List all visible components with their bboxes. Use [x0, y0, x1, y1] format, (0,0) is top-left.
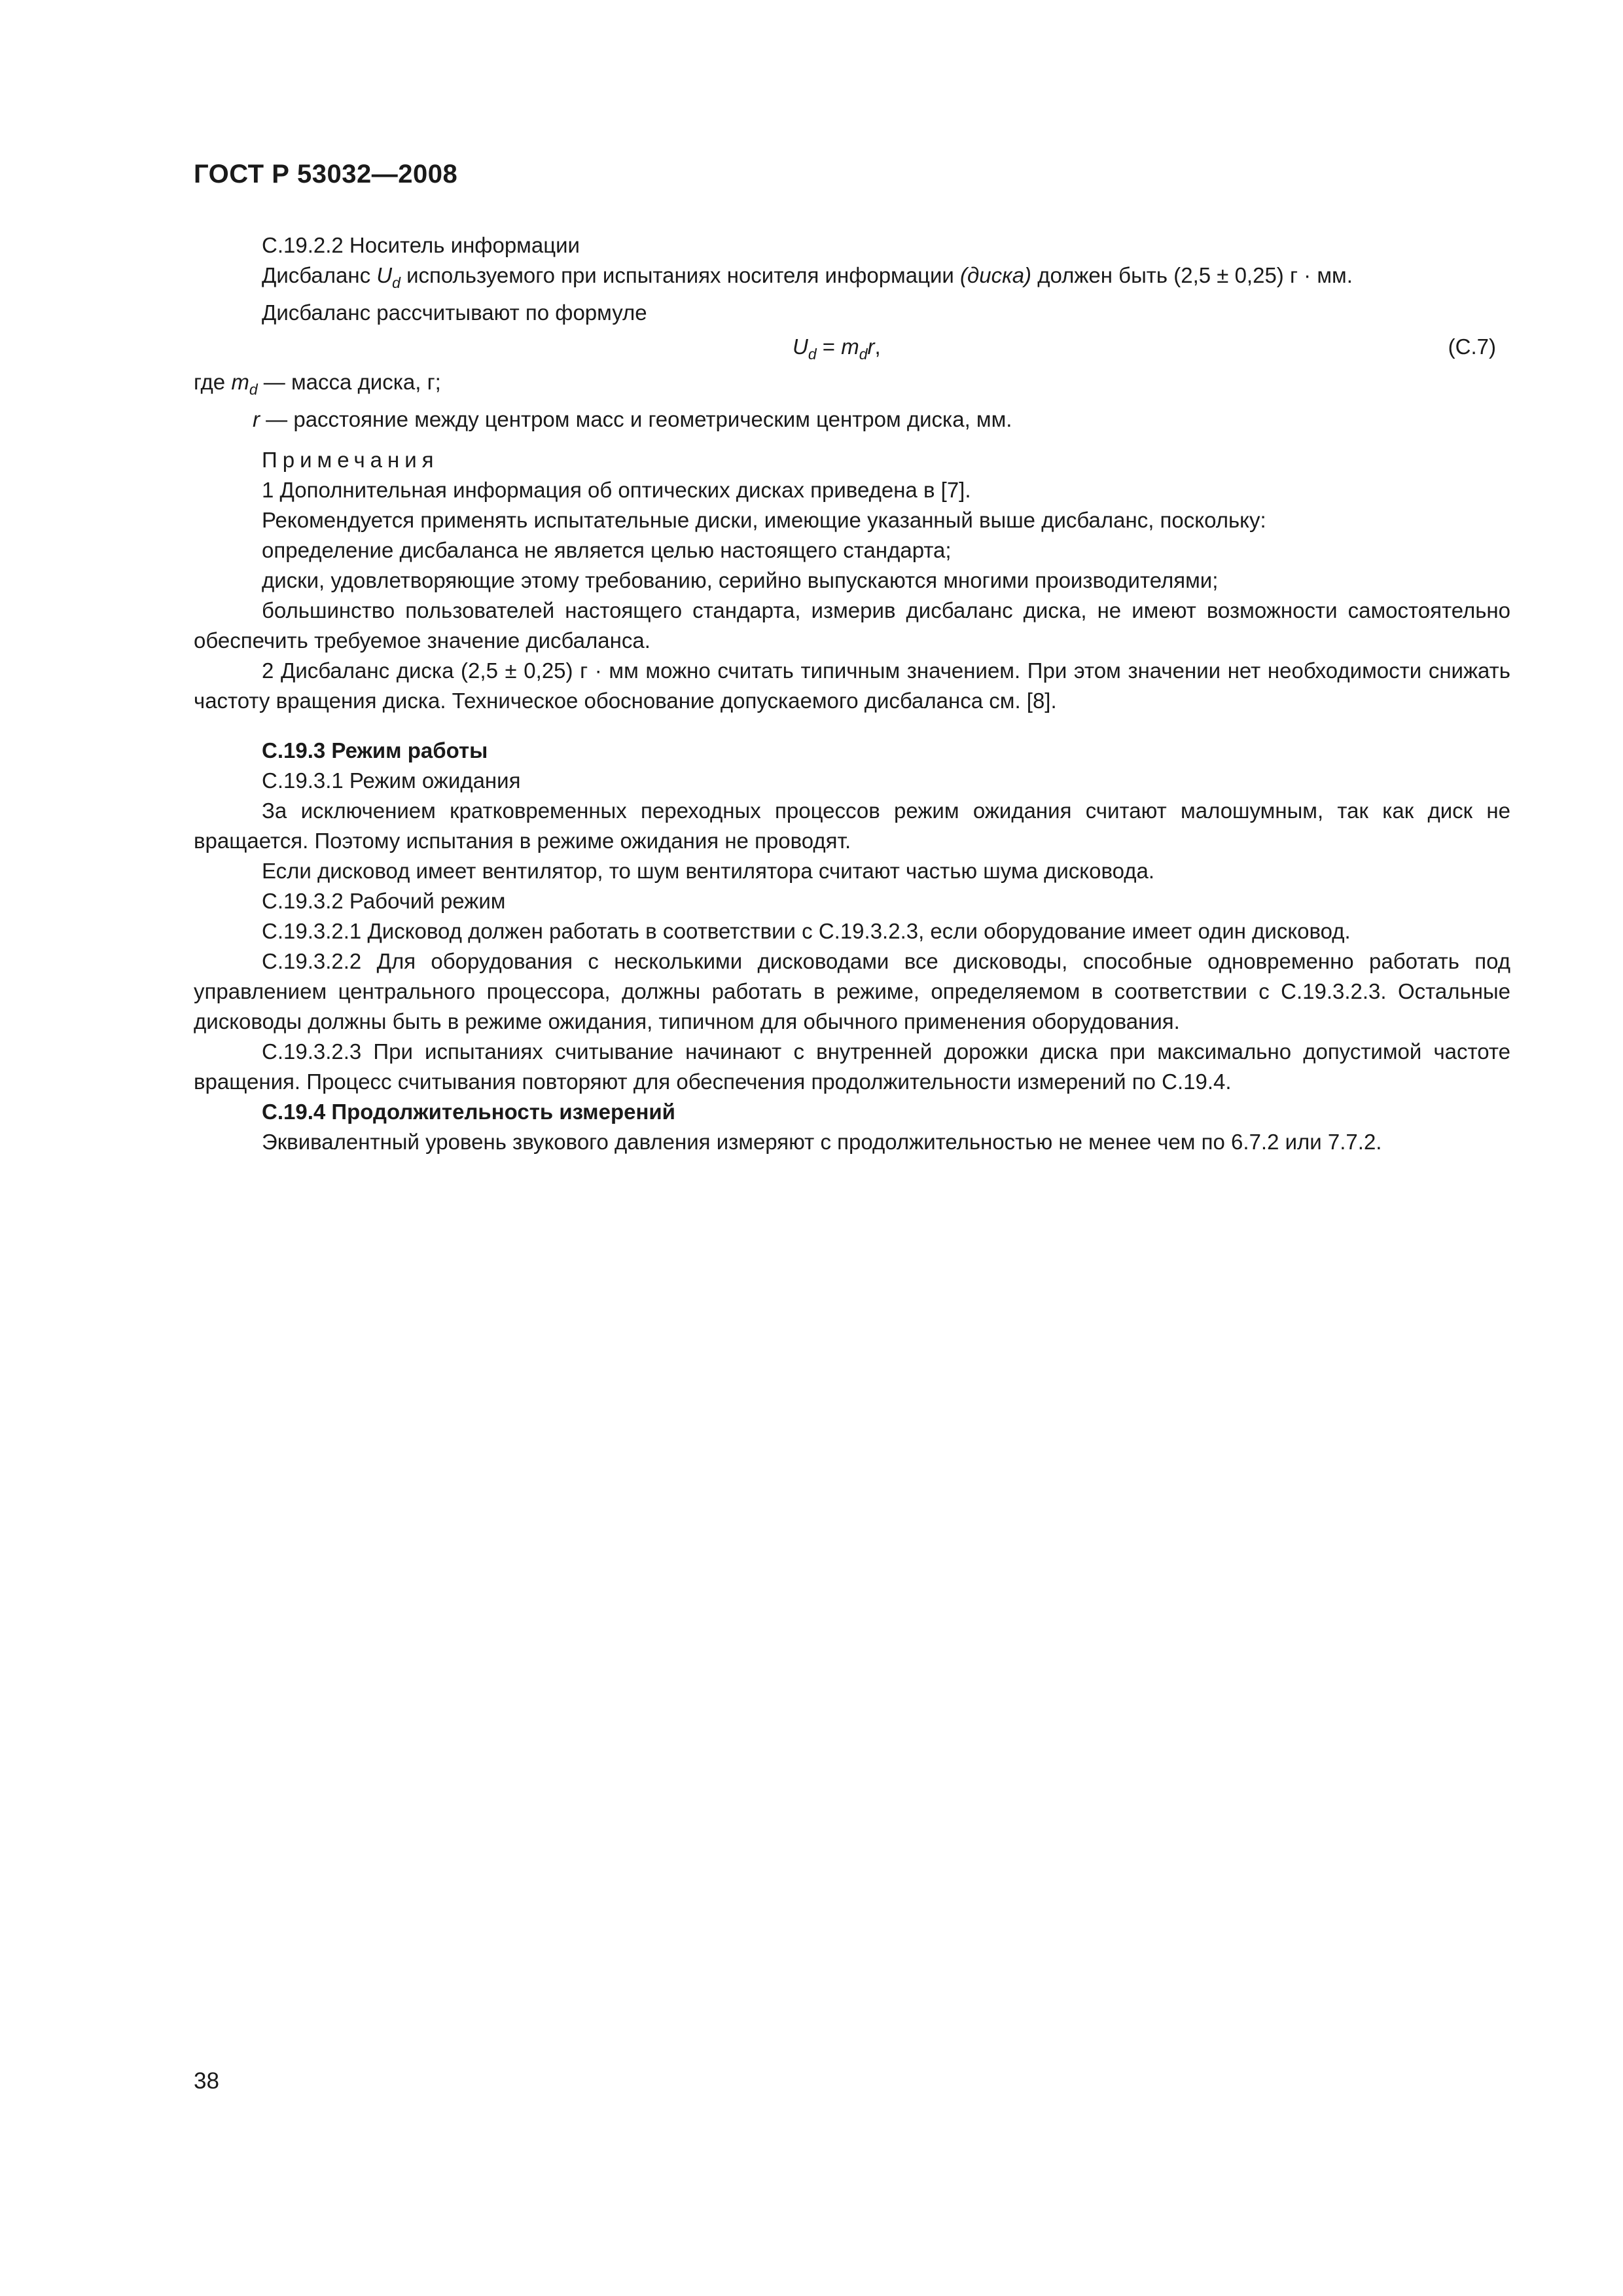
- formula-u-sub: d: [808, 346, 817, 363]
- text-run: должен быть (2,5 ± 0,25) г · мм.: [1031, 263, 1353, 287]
- paragraph-c19321: С.19.3.2.1 Дисковод должен работать в соответствии с С.19.3.2.3, если оборудование имеет один дисковод.: [262, 919, 1351, 943]
- subsection-c1932: С.19.3.2 Рабочий режим: [262, 889, 506, 913]
- formula-comma: ,: [874, 334, 881, 359]
- section-heading-c194: С.19.4 Продолжительность измерений: [262, 1100, 675, 1124]
- paragraph-standby-2: Если дисковод имеет вентилятор, то шум вентилятора считают частью шума дисковода.: [262, 859, 1155, 883]
- text-run: используемого при испытаниях носителя информации: [400, 263, 961, 287]
- variable-u: U: [376, 263, 393, 287]
- note-1: 1 Дополнительная информация об оптических дисках приведена в [7].: [262, 478, 971, 502]
- italic-disk: (диска): [960, 263, 1032, 287]
- note-1-a: Рекомендуется применять испытательные диски, имеющие указанный выше дисбаланс, поскольку:: [262, 508, 1266, 532]
- paragraph-standby-1: За исключением кратковременных переходных процессов режим ожидания считают малошумным, так как диск не вращается. Поэтому испытания в режиме ожидания не проводят.: [194, 798, 1510, 853]
- note-2: 2 Дисбаланс диска (2,5 ± 0,25) г · мм можно считать типичным значением. При этом значении нет необходимости снижать частоту вращения диска. Техническое обоснование допускаемого дисбаланса см. [8].: [194, 658, 1510, 713]
- imbalance-requirement: [194, 260, 1510, 298]
- where-m-text: — масса диска, г;: [257, 370, 441, 394]
- where-m: [194, 367, 1510, 404]
- section-heading-c193: С.19.3 Режим работы: [262, 738, 488, 762]
- formula-u: U: [793, 334, 808, 359]
- where-r-text: — расстояние между центром масс и геометрическим центром диска, мм.: [260, 407, 1012, 431]
- equation-number: (С.7): [1448, 334, 1496, 359]
- text-run: Дисбаланс: [262, 263, 377, 287]
- where-r-var: r: [253, 407, 260, 431]
- formula-r: r: [867, 334, 875, 359]
- note-1-c: диски, удовлетворяющие этому требованию, серийно выпускаются многими производителями;: [262, 568, 1219, 592]
- formula-intro: Дисбаланс рассчитывают по формуле: [262, 300, 647, 325]
- formula-m-sub: d: [859, 346, 868, 363]
- where-m-var: m: [231, 370, 249, 394]
- subsection-c1931: С.19.3.1 Режим ожидания: [262, 768, 521, 793]
- page-content: [194, 230, 1510, 1157]
- standard-title: ГОСТ Р 53032—2008: [194, 160, 458, 188]
- where-r: [253, 404, 1510, 435]
- formula-row: [194, 332, 1510, 367]
- page-number: 38: [194, 2068, 219, 2094]
- notes-title: Примечания: [262, 448, 439, 472]
- subscript-d: d: [392, 274, 401, 291]
- note-1-b: определение дисбаланса не является целью настоящего стандарта;: [262, 538, 952, 562]
- formula-equals: =: [816, 334, 842, 359]
- formula-m: m: [841, 334, 859, 359]
- where-m-sub: d: [249, 381, 258, 398]
- section-heading-c1922: С.19.2.2 Носитель информации: [262, 233, 580, 257]
- where-prefix: где: [194, 370, 232, 394]
- formula: [793, 332, 881, 369]
- paragraph-c19322: С.19.3.2.2 Для оборудования с несколькими дисководами все дисководы, способные одновременно работать под управлением центрального процессора, должны работать в режиме, определяемом в соответствии с С.19.3.2.3. Остальные дисководы должны быть в режиме ожидания, типичном для обычного применения оборудования.: [194, 949, 1510, 1033]
- note-1-d: большинство пользователей настоящего стандарта, измерив дисбаланс диска, не имеют возможности самостоятельно обеспечить требуемое значение дисбаланса.: [194, 598, 1510, 653]
- paragraph-c19323: С.19.3.2.3 При испытаниях считывание начинают с внутренней дорожки диска при максимально допустимой частоте вращения. Процесс считывания повторяют для обеспечения продолжительности измерений по С.19.4.: [194, 1039, 1510, 1094]
- paragraph-duration: Эквивалентный уровень звукового давления измеряют с продолжительностью не менее чем по 6.7.2 или 7.7.2.: [262, 1130, 1382, 1154]
